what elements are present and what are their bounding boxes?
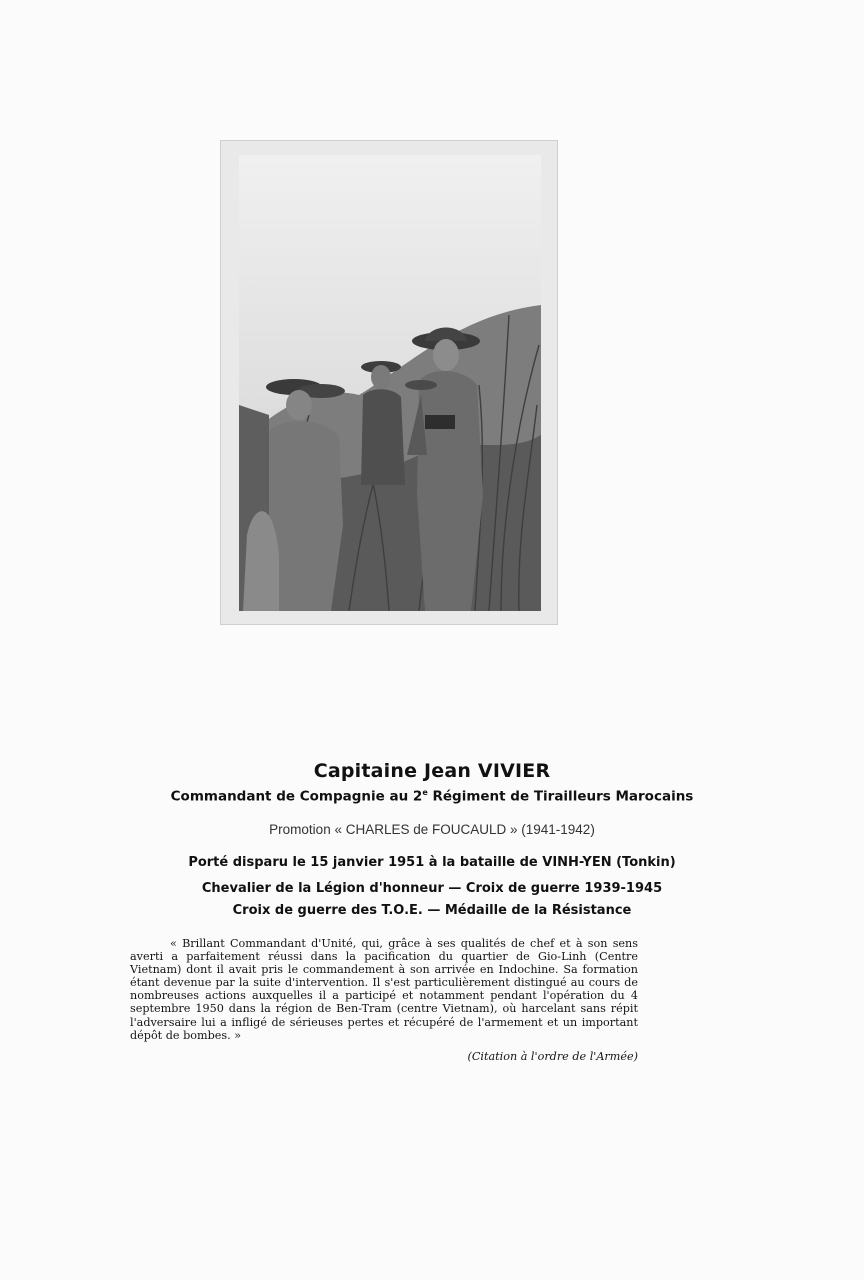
subtitle-superscript: e xyxy=(422,788,428,797)
portrait-photo xyxy=(220,140,558,625)
soldiers-in-tall-grass-photo xyxy=(239,155,541,611)
promotion: Promotion « CHARLES de FOUCAULD » (1941-1942) xyxy=(269,822,595,837)
honors-line-2: Croix de guerre des T.O.E. — Médaille de la Résistance xyxy=(232,903,632,918)
citation-source: (Citation à l'ordre de l'Armée) xyxy=(467,1050,638,1063)
honors-line-1: Chevalier de la Légion d'honneur — Croix de guerre 1939-1945 xyxy=(201,881,663,896)
missing-statement: Porté disparu le 15 janvier 1951 à la bataille de VINH-YEN (Tonkin) xyxy=(188,855,676,870)
citation-text: « Brillant Commandant d'Unité, qui, grâce à ses qualités de chef et à son sens averti a parfaitement réussi dans la pacification du quartier de Gio-Linh (Centre Vietnam) dont il avait pris le commandement à son arrivée en Indochine. Sa formation étant devenue par la suite d'intervention. Il s'est particulièrement distingué au cours de nombreuses actions auxquelles il a participé et notamment pendant l'opération du 4 septembre 1950 dans la région de Ben-Tram (centre Vietnam), où harcelant sans répit l'adversaire lui a infligé de sérieuses pertes et récupéré de l'armement et un important dépôt de bombes. » xyxy=(130,937,638,1042)
subtitle xyxy=(0,788,864,805)
page-title: Capitaine Jean VIVIER xyxy=(313,760,551,782)
subtitle-suffix: Régiment de Tirailleurs Marocains xyxy=(427,788,694,805)
subtitle-prefix: Commandant de Compagnie au 2 xyxy=(170,788,423,805)
